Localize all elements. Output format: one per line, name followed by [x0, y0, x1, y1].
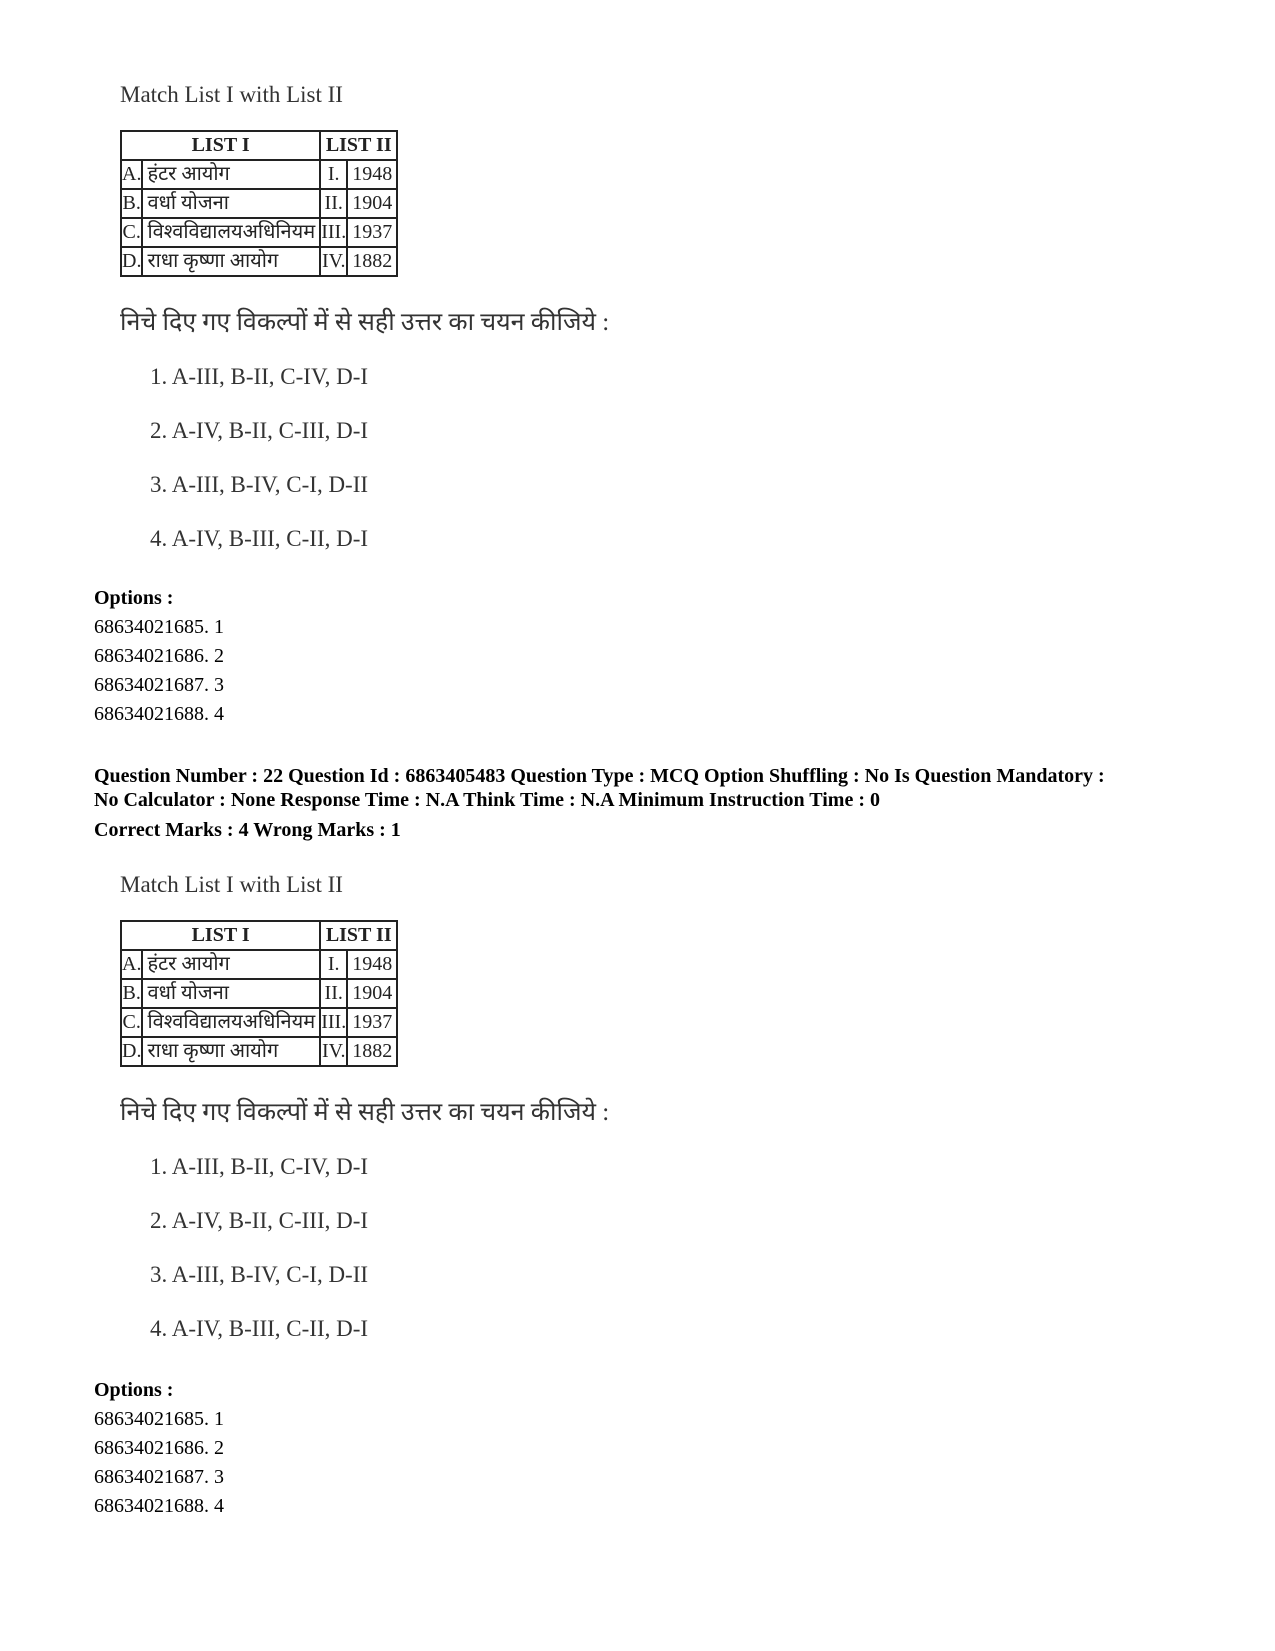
row-roman: III.	[320, 218, 347, 247]
table-row	[121, 218, 397, 247]
option-item: 68634021687. 3	[94, 1466, 224, 1488]
row-item: हंटर आयोग	[142, 950, 320, 979]
answer-choice: 2. A-IV, B-II, C-III, D-I	[150, 418, 369, 443]
row-item: हंटर आयोग	[142, 160, 320, 189]
row-letter: A.	[121, 160, 142, 189]
row-year: 1904	[347, 189, 397, 218]
row-letter: B.	[121, 189, 142, 218]
row-year: 1904	[347, 979, 397, 1008]
row-year: 1937	[347, 218, 397, 247]
row-item: विश्वविद्यालयअधिनियम	[142, 1008, 320, 1037]
question-intro: Match List I with List II	[120, 872, 343, 897]
table-row	[121, 979, 397, 1008]
list2-header: LIST II	[320, 921, 397, 950]
row-roman: III.	[320, 1008, 347, 1037]
option-item: 68634021685. 1	[94, 1408, 224, 1430]
option-item: 68634021686. 2	[94, 1437, 224, 1459]
options-label: Options :	[94, 1379, 174, 1401]
row-roman: I.	[320, 950, 347, 979]
row-roman: IV.	[320, 1037, 347, 1066]
row-year: 1948	[347, 950, 397, 979]
list1-header: LIST I	[121, 921, 320, 950]
answer-choice: 4. A-IV, B-III, C-II, D-I	[150, 526, 369, 551]
row-item: विश्वविद्यालयअधिनियम	[142, 218, 320, 247]
match-table	[120, 920, 398, 1067]
row-item: वर्धा योजना	[142, 979, 320, 1008]
row-roman: I.	[320, 160, 347, 189]
table-row	[121, 160, 397, 189]
row-letter: C.	[121, 1008, 142, 1037]
option-item: 68634021688. 4	[94, 703, 224, 725]
row-roman: II.	[320, 979, 347, 1008]
question-meta-line2: No Calculator : None Response Time : N.A Think Time : N.A Minimum Instruction Time : 0	[94, 789, 880, 811]
row-letter: D.	[121, 1037, 142, 1066]
option-item: 68634021688. 4	[94, 1495, 224, 1517]
row-letter: B.	[121, 979, 142, 1008]
answer-choice: 1. A-III, B-II, C-IV, D-I	[150, 1154, 369, 1179]
row-year: 1882	[347, 1037, 397, 1066]
answer-choice: 2. A-IV, B-II, C-III, D-I	[150, 1208, 369, 1233]
row-item: राधा कृष्णा आयोग	[142, 1037, 320, 1066]
option-item: 68634021686. 2	[94, 645, 224, 667]
table-row	[121, 1008, 397, 1037]
row-year: 1948	[347, 160, 397, 189]
table-row	[121, 950, 397, 979]
question-intro: Match List I with List II	[120, 82, 343, 107]
row-letter: A.	[121, 950, 142, 979]
row-year: 1882	[347, 247, 397, 276]
table-row	[121, 189, 397, 218]
list2-header: LIST II	[320, 131, 397, 160]
row-roman: IV.	[320, 247, 347, 276]
answer-choice: 3. A-III, B-IV, C-I, D-II	[150, 472, 369, 497]
option-item: 68634021685. 1	[94, 616, 224, 638]
list1-header: LIST I	[121, 131, 320, 160]
answer-choice: 4. A-IV, B-III, C-II, D-I	[150, 1316, 369, 1341]
options-label: Options :	[94, 587, 174, 609]
answer-choice: 1. A-III, B-II, C-IV, D-I	[150, 364, 369, 389]
row-letter: D.	[121, 247, 142, 276]
question-instruction: निचे दिए गए विकल्पों में से सही उत्तर का चयन कीजिये :	[120, 309, 610, 336]
answer-choice: 3. A-III, B-IV, C-I, D-II	[150, 1262, 369, 1287]
row-item: राधा कृष्णा आयोग	[142, 247, 320, 276]
table-row	[121, 1037, 397, 1066]
row-year: 1937	[347, 1008, 397, 1037]
option-item: 68634021687. 3	[94, 674, 224, 696]
match-table	[120, 130, 398, 277]
row-item: वर्धा योजना	[142, 189, 320, 218]
row-letter: C.	[121, 218, 142, 247]
question-marks: Correct Marks : 4 Wrong Marks : 1	[94, 819, 401, 841]
table-row	[121, 247, 397, 276]
question-instruction: निचे दिए गए विकल्पों में से सही उत्तर का चयन कीजिये :	[120, 1099, 610, 1126]
row-roman: II.	[320, 189, 347, 218]
question-meta-line1: Question Number : 22 Question Id : 6863405483 Question Type : MCQ Option Shuffling : No Is Question Mandatory :	[94, 765, 1105, 787]
